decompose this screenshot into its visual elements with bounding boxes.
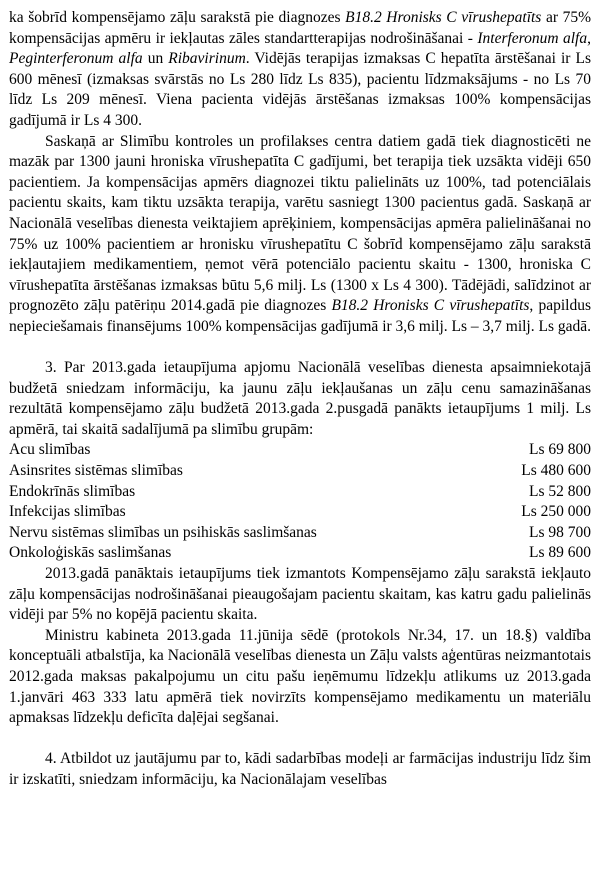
disease-group-label: Infekcijas slimības xyxy=(9,503,126,521)
savings-amount: Ls 52 800 xyxy=(529,482,591,500)
disease-group-label: Nervu sistēmas slimības un psihiskās saslimšanas xyxy=(9,523,317,541)
document-body xyxy=(9,8,591,791)
italic-text: Ribavirinum xyxy=(168,50,246,68)
savings-row xyxy=(9,440,591,461)
text-run: 3. Par 2013.gada ietaupījuma apjomu Nacionālā veselības dienesta apsaimniekotajā budžetā sniedzam informāciju, ka jaunu zāļu iekļaušanas un zāļu cenu samazināšanas rezultātā kompensējamo zāļu budžetā 2013.gada 2.pusgadā panākts ietaupījums 1 milj. Ls apmērā, tai skaitā sadalījumā pa slimību grupām: xyxy=(9,359,591,438)
savings-amount: Ls 250 000 xyxy=(521,503,591,521)
savings-row xyxy=(9,461,591,482)
italic-text: Interferonum alfa xyxy=(477,29,588,47)
italic-text: B18.2 Hronisks C vīrushepatīts xyxy=(345,9,542,26)
paragraph-5 xyxy=(9,564,591,626)
text-run: un xyxy=(142,50,169,68)
savings-row xyxy=(9,523,591,544)
text-run: , xyxy=(587,29,591,47)
text-run: ka šobrīd kompensējamo zāļu sarakstā pie diagnozes xyxy=(9,9,346,26)
text-run: Saskaņā ar Slimību kontroles un profilakses centra datiem gadā tiek diagnosticēti ne mazāk par 1300 jauni hroniska vīrushepatīta C gadījumi, bet terapija tiek uzsākta vidēji 650 pacientiem. Ja kompensācijas apmērs diagnozei tiktu palielināts uz 100%, tad potenciālais pacientu skaits, kam tiktu uzsākta terapija, varētu sasniegt 1300 pacientus gadā. Saskaņā ar Nacionālā veselības dienesta veiktajiem aprēķiniem, kompensācijas apmēra palielināšanai no 75% uz 100% pacientiem ar hronisku vīrushepatītu C šobrīd kompensējamo zāļu sarakstā iekļautajiem medikamentiem, ņemot vērā potenciālo pacientu skaitu - 1300, hroniska C vīrushepatīta ārstēšanas izmaksas būtu 5,6 milj. Ls (1300 x Ls 4 300). Tādējādi, salīdzinot ar prognozēto zāļu patēriņu 2014.gadā pie diagnozes xyxy=(9,132,591,315)
disease-group-label: Endokrīnās slimības xyxy=(9,482,136,500)
text-run: . Vidējās terapijas izmaksas C hepatīta ārstēšanai ir Ls 600 mēnesī (izmaksas svārstās no Ls 280 līdz Ls 835), pacientu līdzmaksājums - no Ls 70 līdz Ls 209 mēnesī. Viena pacienta vidējās ārstēšanas izmaksas 100% kompensācijas gadījumā ir Ls 4 300. xyxy=(9,50,592,129)
savings-amount: Ls 98 700 xyxy=(529,523,591,541)
paragraph-7 xyxy=(9,749,591,790)
savings-amount: Ls 69 800 xyxy=(529,441,591,459)
italic-text: Peginterferonum alfa xyxy=(9,50,143,68)
text-run: , papildus nepieciešamais finansējums 100% kompensācijas gadījumā ir 3,6 milj. Ls – 3,7 milj. Ls gadā. xyxy=(9,297,591,335)
savings-row xyxy=(9,543,591,564)
text-run: Ministru kabineta 2013.gada 11.jūnija sēdē (protokols Nr.34, 17. un 18.§) valdība konceptuāli atbalstīja, ka Nacionālā veselības dienesta un Zāļu valsts aģentūras neizmantotais 2012.gada maksas pakalpojumu un citu pašu ieņēmumu līdzekļu atlikums uz 2013.gada 1.janvāri 463 333 latu apmērā tiek novirzīts kompensējamo medikamentu un materiālu apmaksas līdzekļu deficīta daļējai segšanai. xyxy=(9,626,591,727)
italic-text: B18.2 Hronisks C vīrushepatīts xyxy=(331,297,530,315)
paragraph-6 xyxy=(9,626,591,729)
paragraph-2 xyxy=(9,132,591,338)
savings-row xyxy=(9,502,591,523)
text-run: 4. Atbildot uz jautājumu par to, kādi sadarbības modeļi ar farmācijas industriju līdz šim ir izskatīti, sniedzam informāciju, ka Nacionālajam veselības xyxy=(9,750,591,788)
text-run: ar 75% kompensācijas apmēru ir iekļautas zāles standartterapijas nodrošināšanai - xyxy=(9,9,592,47)
paragraph-1 xyxy=(9,8,591,132)
paragraph-3 xyxy=(9,358,591,440)
savings-amount: Ls 89 600 xyxy=(529,544,591,562)
disease-group-label: Asinsrites sistēmas slimības xyxy=(9,462,183,480)
disease-group-label: Onkoloģiskās saslimšanas xyxy=(9,544,172,562)
savings-row xyxy=(9,482,591,503)
disease-group-label: Acu slimības xyxy=(9,441,91,459)
text-run: 2013.gadā panāktais ietaupījums tiek izmantots Kompensējamo zāļu sarakstā iekļauto zāļu kompensācijas nodrošināšanai pieaugošajam pacientu skaitam, kas katru gadu palielinās vidēji par 5% no kopējā pacientu skaita. xyxy=(9,565,591,624)
savings-amount: Ls 480 600 xyxy=(521,462,591,480)
